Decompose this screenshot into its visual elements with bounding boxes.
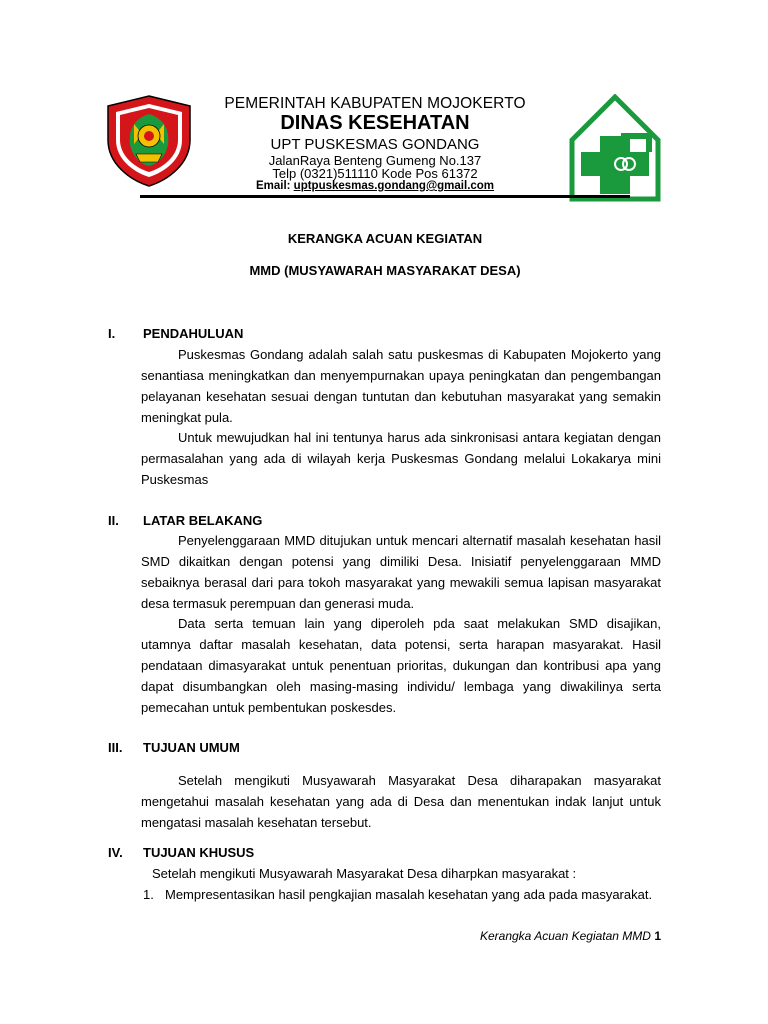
doc-subtitle: MMD (MUSYAWARAH MASYARAKAT DESA) — [249, 263, 521, 278]
section-1-title: PENDAHULUAN — [143, 326, 244, 341]
list-item-1-text: Mempresentasikan hasil pengkajian masalah kesehatan yang ada pada masyarakat. — [165, 887, 653, 902]
footer-text: Kerangka Acuan Kegiatan MMD — [479, 929, 651, 943]
section-2-number: II. — [108, 513, 119, 528]
section-1-number: I. — [108, 326, 116, 341]
section-3-paragraph-1: Setelah mengikuti Musyawarah Masyarakat Desa diharapakan masyarakat mengetahui masalah kesehatan yang ada di Desa dan menentukan indak lanjut untuk mengatasi masalah kesehatan tersebut. — [141, 773, 661, 830]
kop-address: JalanRaya Benteng Gumeng No.137 — [268, 153, 482, 168]
section-4-number: IV. — [108, 845, 123, 860]
section-4-title: TUJUAN KHUSUS — [143, 845, 255, 860]
kop-dinas: DINAS KESEHATAN — [280, 112, 470, 134]
section-4-intro: Setelah mengikuti Musyawarah Masyarakat Desa diharpkan masyarakat : — [152, 866, 577, 881]
section-3-title: TUJUAN UMUM — [143, 740, 240, 755]
section-2-paragraph-1: Penyelenggaraan MMD ditujukan untuk mencari alternatif masalah kesehatan hasil SMD dikaitkan dengan potensi yang dimiliki Desa. Inisiatif penyelenggaraan MMD sebaiknya berasal dari para tokoh masyarakat yang mewakili semua lapisan masyarakat desa termasuk perempuan dan generasi muda. — [141, 533, 661, 611]
section-2-paragraph-2: Data serta temuan lain yang diperoleh pda saat melakukan SMD disajikan, utamnya daftar masalah kesehatan, data potensi, serta harapan masyarakat. Hasil pendataan dimasyarakat untuk penentuan prioritas, dukungan dan kontribusi apa yang dapat disumbangkan oleh masing-masing individu/ lembaga yang diwakilinya serta pemecahan untuk pembentukan poskesdes. — [141, 616, 661, 715]
kop-phone: Telp (0321)511110 Kode Pos 61372 — [272, 166, 478, 181]
kabupaten-emblem-icon — [106, 94, 192, 188]
section-3-number: III. — [108, 740, 123, 755]
page-footer — [480, 929, 661, 943]
kop-upt: UPT PUSKESMAS GONDANG — [270, 136, 480, 153]
list-item-1-number: 1. — [143, 887, 154, 902]
section-2-title: LATAR BELAKANG — [143, 513, 263, 528]
page-number: 1 — [654, 929, 661, 943]
kop-email-line — [190, 180, 560, 192]
email-label: Email: — [255, 180, 291, 192]
section-1-paragraph-1: Puskesmas Gondang adalah salah satu puskesmas di Kabupaten Mojokerto yang senantiasa meningkatkan dan menyempurnakan upaya peningkatan dan pengembangan pelayanan kesehatan sesuai dengan tuntutan dan kebutuhan masyarakat yang semakin meningkat pula. — [141, 347, 661, 425]
section-1-paragraph-2: Untuk mewujudkan hal ini tentunya harus ada sinkronisasi antara kegiatan dengan permasalahan yang ada di wilayah kerja Puskesmas Gondang melalui Lokakarya mini Puskesmas — [141, 430, 661, 487]
doc-title: KERANGKA ACUAN KEGIATAN — [287, 231, 483, 246]
kop-pemerintah: PEMERINTAH KABUPATEN MOJOKERTO — [224, 95, 526, 112]
header-rule — [140, 195, 630, 198]
email-link[interactable]: uptpuskesmas.gondang@gmail.com — [293, 180, 495, 192]
puskesmas-logo-icon — [569, 94, 661, 202]
